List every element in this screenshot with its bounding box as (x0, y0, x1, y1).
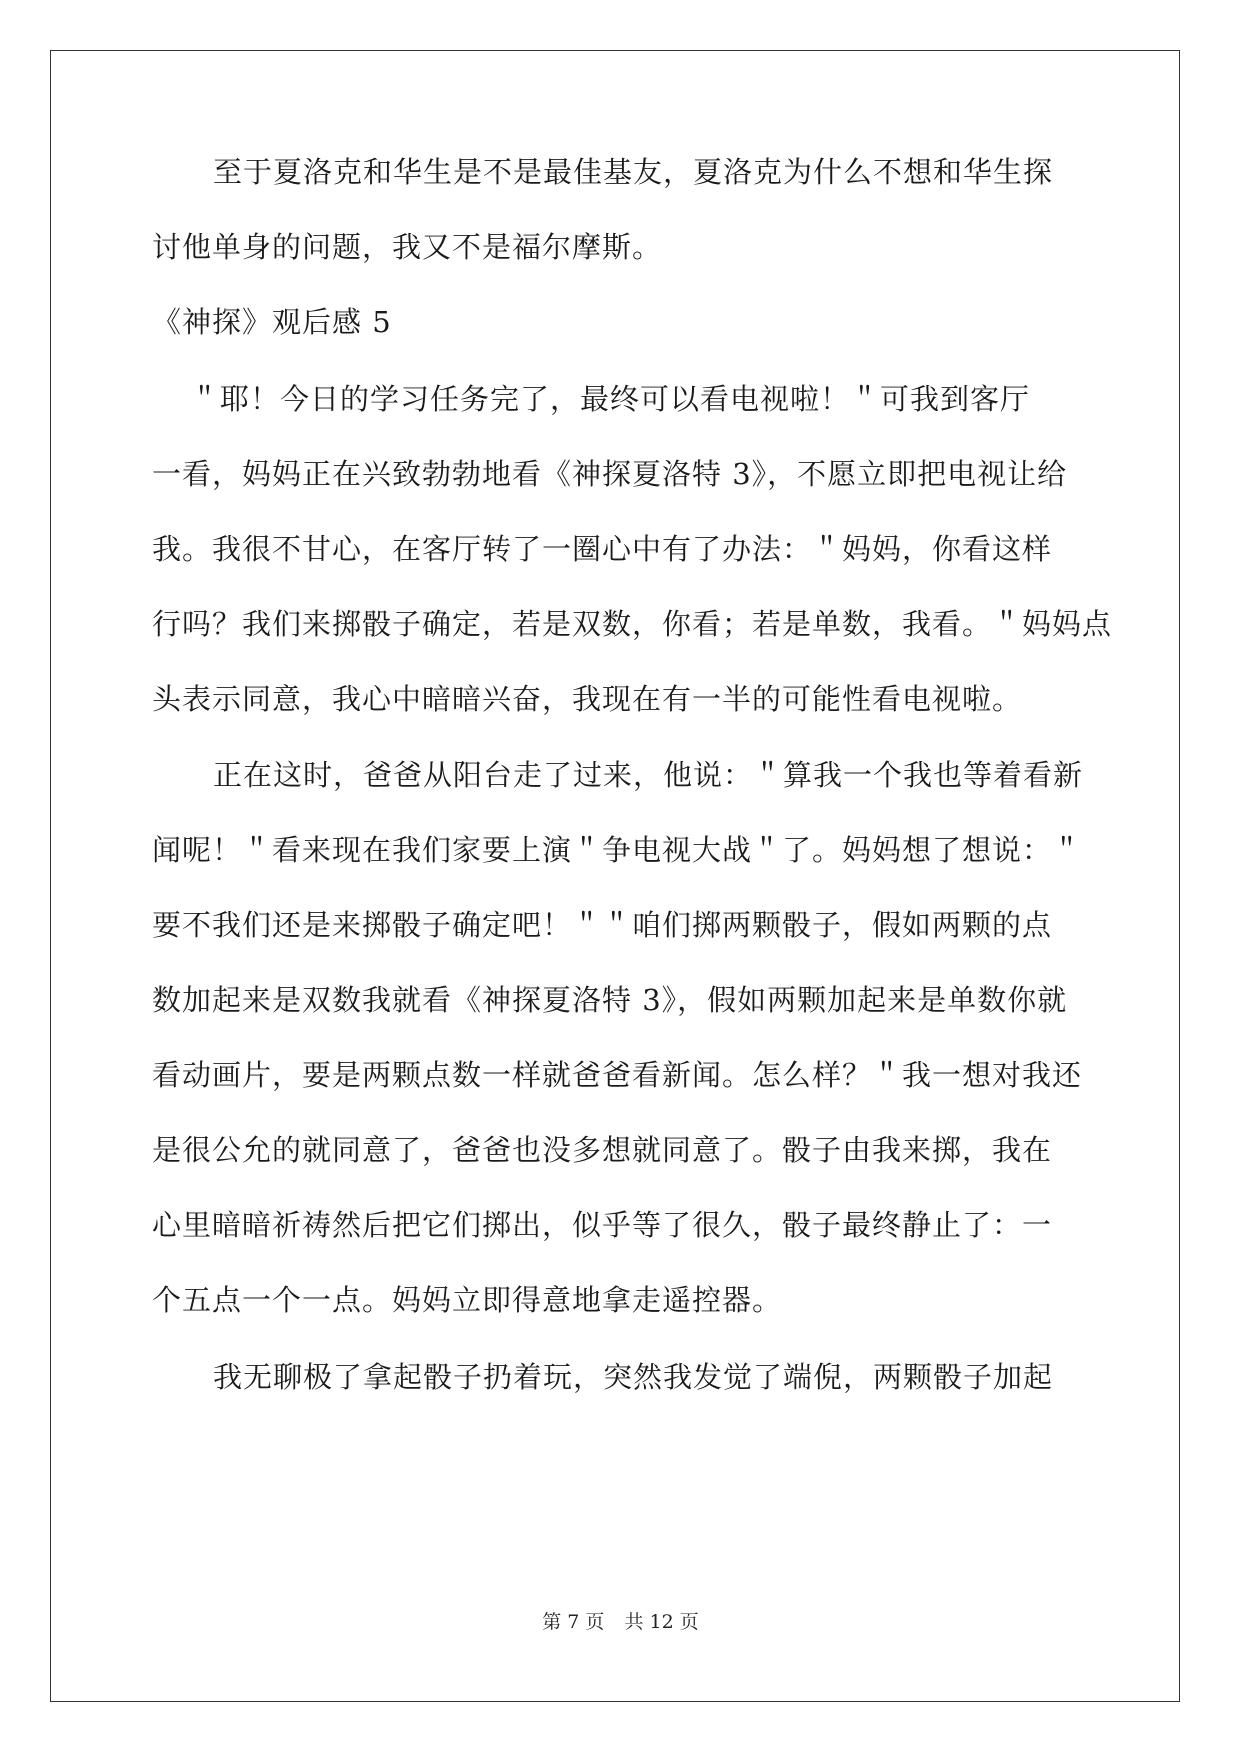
page-border (50, 50, 1180, 1702)
page-total: 共 12 页 (624, 1611, 699, 1633)
page-number: 第 7 页 (542, 1611, 605, 1633)
text-line: 至于夏洛克和华生是不是最佳基友，夏洛克为什么不想和华生探 (213, 155, 1054, 189)
page-footer (0, 1610, 1241, 1634)
text-line: 一看，妈妈正在兴致勃勃地看《神探夏洛特 3》，不愿立即把电视让给 (152, 457, 1068, 491)
text-line: 个五点一个一点。妈妈立即得意地拿走遥控器。 (152, 1283, 783, 1317)
text-line: ＂耶！今日的学习任务完了，最终可以看电视啦！＂可我到客厅 (190, 382, 1031, 416)
text-line: 我无聊极了拿起骰子扔着玩，突然我发觉了端倪，两颗骰子加起 (213, 1360, 1054, 1394)
text-line: 是很公允的就同意了，爸爸也没多想就同意了。骰子由我来掷，我在 (152, 1133, 1053, 1167)
text-line: 讨他单身的问题，我又不是福尔摩斯。 (152, 230, 663, 264)
text-line: 我。我很不甘心，在客厅转了一圈心中有了办法：＂妈妈，你看这样 (152, 532, 1053, 566)
text-line: 看动画片，要是两颗点数一样就爸爸看新闻。怎么样？＂我一想对我还 (152, 1058, 1083, 1092)
text-line: 行吗？我们来掷骰子确定，若是双数，你看；若是单数，我看。＂妈妈点 (152, 607, 1113, 641)
text-line: 数加起来是双数我就看《神探夏洛特 3》，假如两颗加起来是单数你就 (152, 983, 1068, 1017)
text-line: 要不我们还是来掷骰子确定吧！＂＂咱们掷两颗骰子，假如两颗的点 (152, 908, 1053, 942)
text-line: 正在这时，爸爸从阳台走了过来，他说：＂算我一个我也等着看新 (213, 758, 1084, 792)
section-heading: 《神探》观后感 5 (152, 305, 392, 339)
text-line: 心里暗暗祈祷然后把它们掷出，似乎等了很久，骰子最终静止了：一 (152, 1208, 1053, 1242)
text-line: 闻呢！＂看来现在我们家要上演＂争电视大战＂了。妈妈想了想说：＂ (152, 833, 1083, 867)
text-line: 头表示同意，我心中暗暗兴奋，我现在有一半的可能性看电视啦。 (152, 682, 1023, 716)
